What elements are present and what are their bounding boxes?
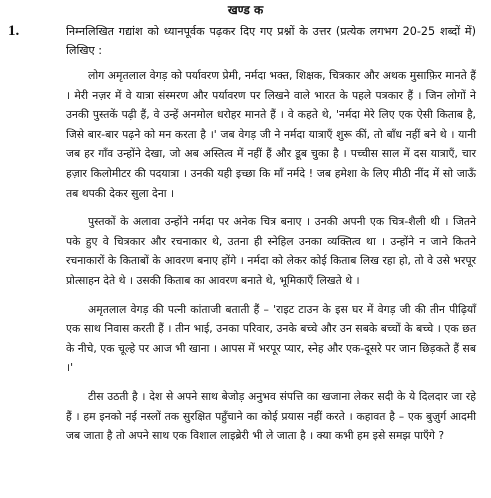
passage [66,66,476,455]
section-title: खण्ड क [227,3,264,17]
question-instruction: निम्नलिखित गद्यांश को ध्यानपूर्वक पढ़कर दिए गए प्रश्नों के उत्तर (प्रत्येक लगभग 20-25 शब्दों में) लिखिए : [66,25,476,57]
passage-paragraph: टीस उठती है । देश से अपने साथ बेजोड़ अनुभव संपत्ति का खजाना लेकर सदी के ये दिलदार जा रहे हैं । हम इनको नई नस्लों तक सुरक्षित पहुँचाने का कोई प्रयास नहीं करते । कहावत है – एक बुज़ुर्ग आदमी जब जाता है तो अपने साथ एक विशाल लाइब्रेरी भी ले जाता है । क्या कभी हम इसे समझ पाएँगे ? [66,389,476,443]
passage-paragraph: अमृतलाल वेगड़ की पत्नी कांताजी बताती हैं – 'राइट टाउन के इस घर में वेगड़ जी की तीन पीढ़ियाँ एक साथ निवास करती हैं । तीन भाई, उनका परिवार, उनके बच्चे और उन सबके बच्चों के बच्चे । एक छत के नीचे, एक चूल्हे पर आज भी खाना । आपस में भरपूर प्यार, स्नेह और एक-दूसरे पर जान छिड़कते हैं सब ।' [66,302,476,375]
passage-paragraph: लोग अमृतलाल वेगड़ को पर्यावरण प्रेमी, नर्मदा भक्त, शिक्षक, चित्रकार और अथक मुसाफ़िर मानते हैं । मेरी नज़र में वे यात्रा संस्मरण और पर्यावरण पर लिखने वाले भारत के पहले पत्रकार हैं । जिन लोगों ने उनकी पुस्तकें पढ़ी हैं, वे उन्हें अनमोल धरोहर मानते हैं । वे कहते थे, 'नर्मदा मेरे लिए एक ऐसी किताब है, जिसे बार-बार पढ़ने को मन करता है ।' जब वेगड़ जी ने नर्मदा यात्राएँ शुरू कीं, तो बाँध नहीं बने थे । यानी जब हर गाँव उन्होंने देखा, जो अब अस्तित्व में नहीं हैं और डूब चुका है । पच्चीस साल में दस यात्राएँ, चार हज़ार किलोमीटर की पदयात्रा । उनकी यही इच्छा कि माँ नर्मदे ! जब हमेशा के लिए मीठी नींद में सो जाऊँ तब थपकी देकर सुला देना । [66,69,476,200]
question-number: 1. [8,23,20,39]
passage-paragraph: पुस्तकों के अलावा उन्होंने नर्मदा पर अनेक चित्र बनाए । उनकी अपनी एक चित्र-शैली थी । जितने पके हुए वे चित्रकार और रचनाकार थे, उतना ही स्नेहिल उनका व्यक्तित्व था । उन्होंने न जाने कितने रचनाकारों के किताबों के आवरण बनाए होंगे । नर्मदा को लेकर कोई किताब लिख रहा हो, तो वे उसे भरपूर प्रोत्साहन देते थे । उसकी किताब का आवरण बनाते थे, भूमिकाएँ लिखते थे । [66,215,476,287]
